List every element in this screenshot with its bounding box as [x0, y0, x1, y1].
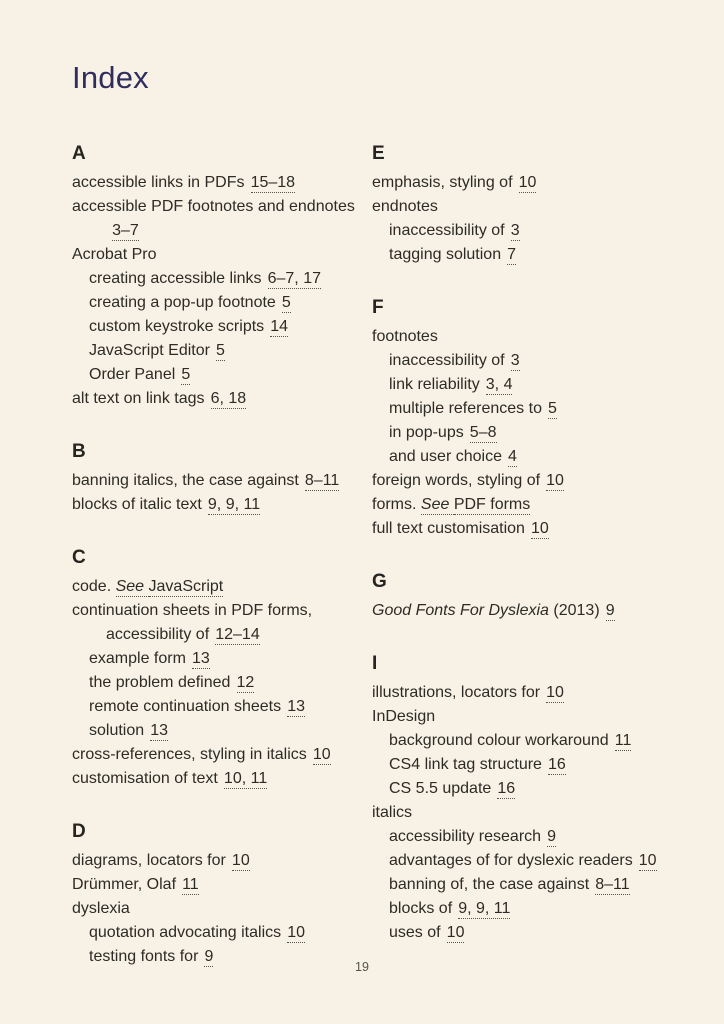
entry-text: CS 5.5 update [389, 780, 492, 797]
entry-text: InDesign [372, 708, 436, 725]
index-entry [72, 623, 372, 647]
index-section-G [372, 570, 712, 623]
index-section-B [72, 440, 372, 517]
index-section-A [72, 142, 372, 411]
index-entry [372, 325, 712, 349]
index-entry [372, 397, 712, 421]
index-entry [72, 767, 372, 791]
entry-text: advantages of for dyslexic readers [389, 852, 633, 869]
page-link[interactable]: 12 [236, 674, 255, 691]
index-entry [372, 243, 712, 267]
index-section-D [72, 820, 372, 969]
index-entry [72, 267, 372, 291]
entry-text: blocks of [389, 900, 453, 917]
page-link[interactable]: 10 [638, 852, 657, 869]
index-entry [372, 921, 712, 945]
index-entry [72, 647, 372, 671]
index-entry [372, 705, 712, 729]
index-entry [72, 849, 372, 873]
entry-text: cross-references, styling in italics [72, 746, 307, 763]
entry-text: banning italics, the case against [72, 472, 299, 489]
entry-text: inaccessibility of [389, 352, 505, 369]
page-link[interactable]: 4 [508, 448, 517, 465]
index-entry [372, 825, 712, 849]
page-link[interactable]: 3–7 [112, 222, 139, 239]
page-link[interactable]: 12–14 [215, 626, 260, 643]
entry-text: foreign words, styling of [372, 472, 541, 489]
page-link[interactable]: 3, 4 [485, 376, 513, 393]
page-link[interactable]: 9 [605, 602, 615, 619]
section-letter: E [372, 143, 385, 164]
index-entry [72, 387, 372, 411]
page-link[interactable]: 13 [287, 698, 305, 715]
page-title: Index [72, 60, 149, 95]
page-link[interactable]: 10 [518, 174, 537, 191]
page-link[interactable]: 6, 18 [210, 390, 247, 407]
entry-text: full text customisation [372, 520, 525, 537]
page-link[interactable]: 5–8 [469, 424, 497, 441]
index-entry [372, 195, 712, 219]
entry-text: Order Panel [89, 366, 176, 383]
entry-text: Acrobat Pro [72, 246, 157, 263]
column-right [372, 142, 712, 974]
page-link[interactable]: 16 [497, 780, 516, 797]
index-columns [72, 142, 724, 998]
index-entry [72, 469, 372, 493]
index-entry [72, 243, 372, 267]
page-link[interactable]: 7 [507, 246, 517, 263]
entry-text: customisation of text [72, 770, 218, 787]
entry-text: Good Fonts For Dyslexia [372, 602, 549, 619]
index-entry [372, 801, 712, 825]
page-number: 19 [355, 960, 369, 974]
entry-text: Drümmer, Olaf [72, 876, 177, 893]
index-section-I [372, 652, 712, 945]
index-entry [372, 493, 712, 517]
index-entry [72, 493, 372, 517]
page-link[interactable]: 9 [204, 948, 214, 965]
page-link[interactable]: 13 [192, 650, 210, 667]
index-entry [372, 599, 712, 623]
page-link[interactable]: 15–18 [250, 174, 296, 191]
page-link[interactable]: 10 [231, 852, 250, 869]
entry-text: (2013) [548, 602, 600, 619]
entry-text: remote continuation sheets [89, 698, 282, 715]
entry-text: in pop-ups [389, 424, 464, 441]
entry-text: link reliability [389, 376, 480, 393]
page-link[interactable]: 9 [547, 828, 557, 845]
entry-text: accessible links in PDFs [72, 174, 245, 191]
section-letter: G [372, 571, 387, 592]
page-link[interactable]: 11 [182, 876, 199, 893]
index-entry [72, 315, 372, 339]
index-entry [72, 219, 372, 243]
index-section-C [72, 546, 372, 791]
entry-text: quotation advocating italics [89, 924, 282, 941]
page-link[interactable]: 13 [150, 722, 169, 739]
page-link[interactable]: 5 [548, 400, 557, 417]
entry-text: custom keystroke scripts [89, 318, 265, 335]
entry-text: background colour workaround [389, 732, 609, 749]
index-entry [72, 363, 372, 387]
entry-text: diagrams, locators for [72, 852, 226, 869]
page-link[interactable]: 3 [510, 352, 520, 369]
index-entry [72, 695, 372, 719]
index-entry [372, 421, 712, 445]
index-entry [72, 291, 372, 315]
entry-text: accessibility research [389, 828, 542, 845]
see-reference-link[interactable]: JavaScript [148, 578, 224, 595]
entry-text: solution [89, 722, 145, 739]
page-link[interactable]: 5 [181, 366, 191, 383]
page-link[interactable]: 3 [510, 222, 520, 239]
index-entry [372, 729, 712, 753]
index-entry [72, 575, 372, 599]
entry-text: accessible PDF footnotes and endnotes [72, 198, 355, 215]
page-link[interactable]: 10 [287, 924, 305, 941]
index-entry [372, 171, 712, 195]
index-entry [72, 195, 372, 219]
entry-text: inaccessibility of [389, 222, 505, 239]
entry-text: accessibility of [106, 626, 210, 643]
page-link[interactable]: 10 [546, 684, 564, 701]
section-letter: F [372, 297, 384, 318]
index-entry [72, 873, 372, 897]
index-entry [372, 777, 712, 801]
entry-text: creating a pop-up footnote [89, 294, 276, 311]
page-link[interactable]: 8–11 [304, 472, 340, 489]
see-reference-link[interactable]: See [115, 578, 149, 595]
see-reference-link[interactable]: See [420, 496, 454, 513]
index-entry [372, 849, 712, 873]
column-left [72, 142, 372, 998]
page-link[interactable]: 5 [216, 342, 225, 359]
entry-text: code. [72, 578, 116, 595]
page-link[interactable]: 14 [270, 318, 289, 335]
page-link[interactable]: 9, 9, 11 [458, 900, 511, 917]
index-entry [72, 671, 372, 695]
index-entry [372, 373, 712, 397]
index-entry [372, 873, 712, 897]
index-entry [372, 517, 712, 541]
index-entry [372, 897, 712, 921]
entry-text: continuation sheets in PDF forms, [72, 602, 313, 619]
page-link[interactable]: 10 [546, 472, 564, 489]
entry-text: JavaScript Editor [89, 342, 210, 359]
entry-text: and user choice [389, 448, 502, 465]
page-link[interactable]: 10 [446, 924, 465, 941]
entry-text: endnotes [372, 198, 438, 215]
entry-text: forms. [372, 496, 421, 513]
section-letter: A [72, 143, 86, 164]
index-entry [372, 349, 712, 373]
section-letter: D [72, 821, 86, 842]
entry-text: dyslexia [72, 900, 130, 917]
index-entry [72, 171, 372, 195]
entry-text: the problem defined [89, 674, 231, 691]
entry-text: uses of [389, 924, 441, 941]
entry-text: alt text on link tags [72, 390, 205, 407]
entry-text: footnotes [372, 328, 438, 345]
page-link[interactable]: 10 [531, 520, 549, 537]
index-entry [372, 753, 712, 777]
index-entry [72, 743, 372, 767]
entry-text: italics [372, 804, 413, 821]
page-link[interactable]: 6–7, 17 [267, 270, 321, 287]
index-section-F [372, 296, 712, 541]
page-link[interactable]: 11 [614, 732, 632, 749]
see-reference-link[interactable]: PDF forms [453, 496, 531, 513]
section-letter: C [72, 547, 86, 568]
entry-text: illustrations, locators for [372, 684, 541, 701]
index-entry [72, 921, 372, 945]
index-entry [372, 469, 712, 493]
index-entry [372, 445, 712, 469]
entry-text: testing fonts for [89, 948, 199, 965]
index-entry [72, 719, 372, 743]
section-letter: B [72, 441, 86, 462]
index-entry [372, 219, 712, 243]
page-link[interactable]: 10 [312, 746, 331, 763]
entry-text: blocks of italic text [72, 496, 202, 513]
index-entry [372, 681, 712, 705]
entry-text: tagging solution [389, 246, 502, 263]
index-entry [72, 897, 372, 921]
entry-text: multiple references to [389, 400, 542, 417]
entry-text: example form [89, 650, 186, 667]
page-link[interactable]: 9, 9, 11 [207, 496, 261, 513]
entry-text: banning of, the case against [389, 876, 590, 893]
entry-text: CS4 link tag structure [389, 756, 542, 773]
page-link[interactable]: 8–11 [595, 876, 630, 893]
index-entry [72, 599, 372, 623]
page-link[interactable]: 10, 11 [223, 770, 268, 787]
section-letter: I [372, 653, 378, 674]
page-link[interactable]: 16 [548, 756, 566, 773]
index-entry [72, 339, 372, 363]
entry-text: creating accessible links [89, 270, 262, 287]
index-section-E [372, 142, 712, 267]
page-link[interactable]: 5 [281, 294, 291, 311]
entry-text: emphasis, styling of [372, 174, 513, 191]
